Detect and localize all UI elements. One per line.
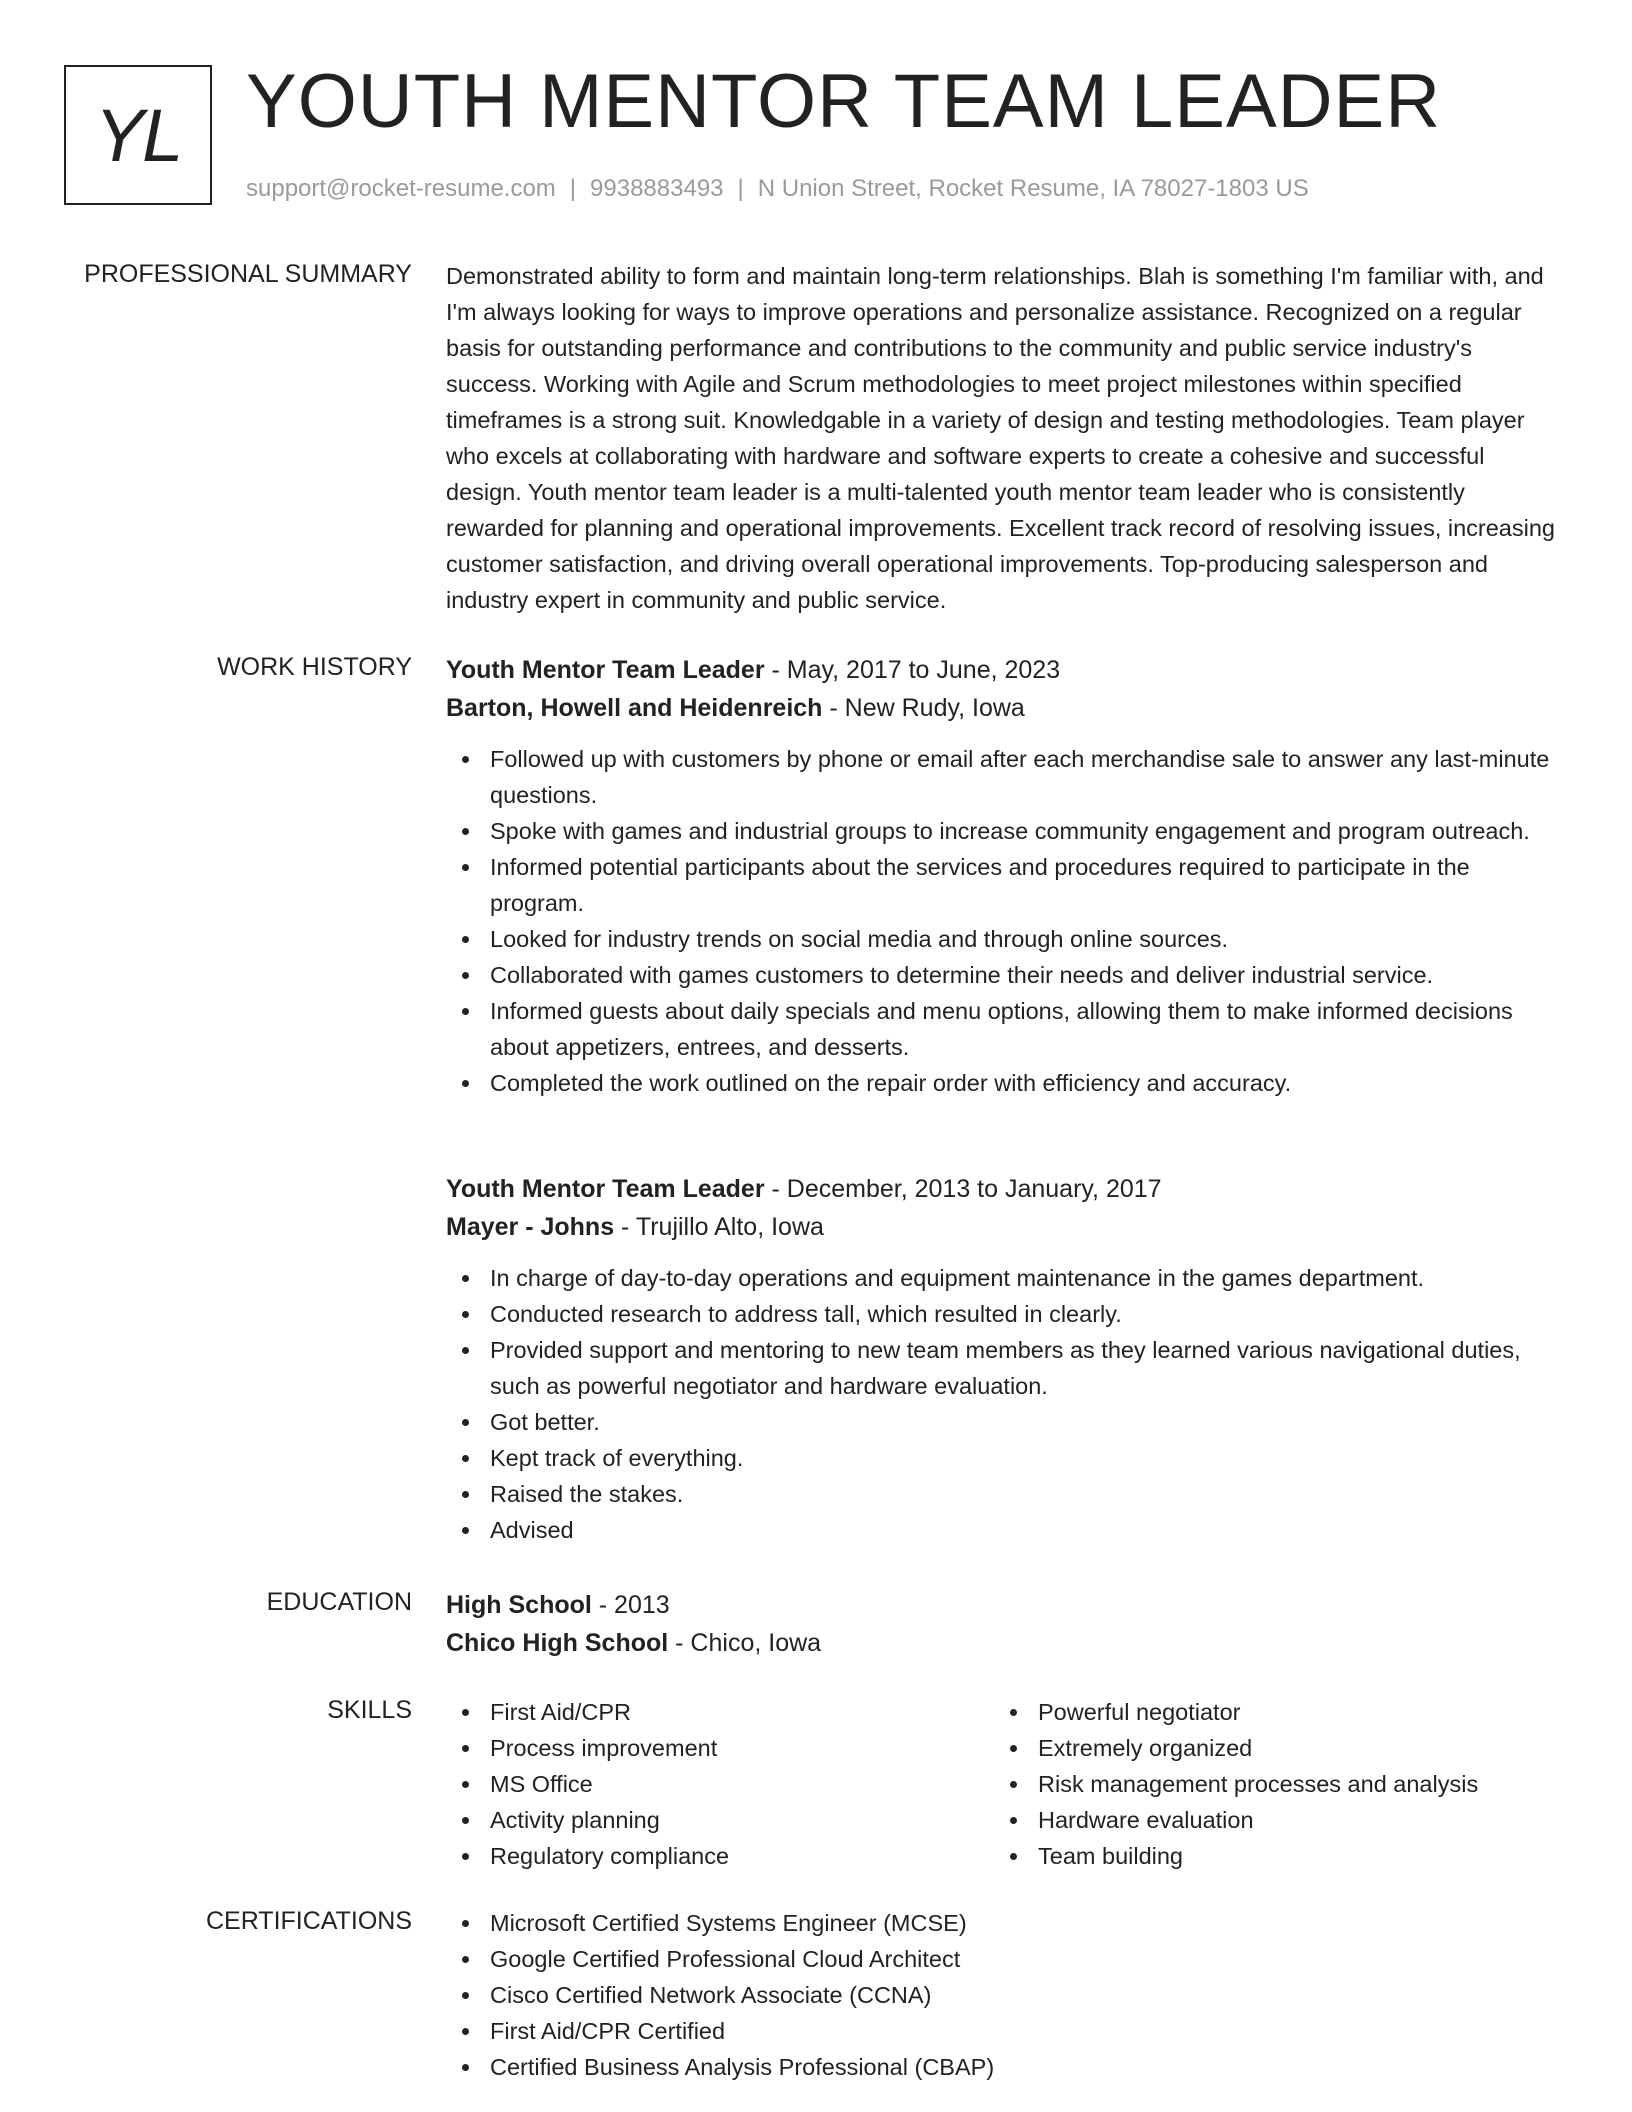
certifications-list	[446, 1905, 1558, 2085]
job-company: Barton, Howell and Heidenreich	[446, 694, 823, 722]
list-item: Raised the stakes.	[446, 1476, 1558, 1512]
list-item: Kept track of everything.	[446, 1440, 1558, 1476]
list-item: Powerful negotiator	[994, 1694, 1554, 1730]
section-label-education: EDUCATION	[266, 1588, 412, 1616]
list-item: Process improvement	[446, 1730, 994, 1766]
list-item: First Aid/CPR	[446, 1694, 994, 1730]
list-item: Completed the work outlined on the repair order with efficiency and accuracy.	[446, 1065, 1558, 1101]
job-title-line	[446, 1170, 1558, 1208]
summary-text: Demonstrated ability to form and maintain long-term relationships. Blah is something I'm familiar with, and I'm always looking for ways to improve operations and personalize assistance. Recognized on a regular basis for outstanding performance and contributions to the community and public service industry's success. Working with Agile and Scrum methodologies to meet project milestones within specified timeframes is a strong suit. Knowledgable in a variety of design and testing methodologies. Team player who excels at collaborating with hardware and software experts to create a cohesive and successful design. Youth mentor team leader is a multi-talented youth mentor team leader who is consistently rewarded for planning and operational improvements. Excellent track record of resolving issues, increasing customer satisfaction, and driving overall operational improvements. Top-producing salesperson and industry expert in community and public service.	[446, 263, 1555, 613]
education-school-line	[446, 1624, 1558, 1662]
list-item: Provided support and mentoring to new team members as they learned various navigational duties, such as powerful negotiator and hardware evaluation.	[446, 1332, 1558, 1404]
list-item: Certified Business Analysis Professional (CBAP)	[446, 2049, 1558, 2085]
list-item: MS Office	[446, 1766, 994, 1802]
contact-separator: |	[737, 175, 744, 202]
list-item: Spoke with games and industrial groups to increase community engagement and program outreach.	[446, 813, 1558, 849]
contact-phone[interactable]: 9938883493	[590, 175, 724, 202]
education-degree: High School	[446, 1591, 592, 1619]
list-item: Followed up with customers by phone or email after each merchandise sale to answer any last-minute questions.	[446, 741, 1558, 813]
skills-list-right	[994, 1694, 1554, 1874]
job-dates: - May, 2017 to June, 2023	[764, 656, 1061, 684]
list-item: Risk management processes and analysis	[994, 1766, 1554, 1802]
list-item: Regulatory compliance	[446, 1838, 994, 1874]
job-title-line	[446, 651, 1558, 689]
list-item: Extremely organized	[994, 1730, 1554, 1766]
job-location: - Trujillo Alto, Iowa	[614, 1213, 824, 1241]
section-label-summary: PROFESSIONAL SUMMARY	[84, 260, 412, 288]
education-year: - 2013	[591, 1591, 670, 1619]
job-bullets	[446, 741, 1558, 1101]
job-entry	[446, 1170, 1558, 1548]
list-item: Informed guests about daily specials and menu options, allowing them to make informed decisions about appetizers, entrees, and desserts.	[446, 993, 1558, 1065]
section-label-work-history: WORK HISTORY	[217, 653, 412, 681]
list-item: Hardware evaluation	[994, 1802, 1554, 1838]
list-item: Activity planning	[446, 1802, 994, 1838]
contact-separator: |	[569, 175, 577, 202]
list-item: Advised	[446, 1512, 1558, 1548]
job-company: Mayer - Johns	[446, 1213, 615, 1241]
candidate-name: YOUTH MENTOR TEAM LEADER	[246, 59, 1442, 144]
list-item: In charge of day-to-day operations and equipment maintenance in the games department.	[446, 1260, 1558, 1296]
monogram-logo: YL	[64, 65, 212, 205]
list-item: Informed potential participants about the services and procedures required to participate in the program.	[446, 849, 1558, 921]
section-label-skills: SKILLS	[327, 1696, 412, 1724]
job-bullets	[446, 1260, 1558, 1548]
job-location: - New Rudy, Iowa	[822, 694, 1025, 722]
contact-email[interactable]: support@rocket-resume.com	[246, 175, 556, 202]
education-degree-line	[446, 1586, 1558, 1624]
education-school: Chico High School	[446, 1629, 669, 1657]
section-label-certifications: CERTIFICATIONS	[205, 1907, 412, 1935]
job-entry	[446, 651, 1558, 1101]
job-company-line	[446, 689, 1558, 727]
list-item: Team building	[994, 1838, 1554, 1874]
list-item: Got better.	[446, 1404, 1558, 1440]
skills-list-left	[446, 1694, 994, 1874]
job-dates: - December, 2013 to January, 2017	[764, 1175, 1162, 1203]
contact-line	[246, 174, 1309, 204]
list-item: Collaborated with games customers to determine their needs and deliver industrial service.	[446, 957, 1558, 993]
list-item: Conducted research to address tall, which resulted in clearly.	[446, 1296, 1558, 1332]
list-item: Google Certified Professional Cloud Architect	[446, 1941, 1558, 1977]
job-title: Youth Mentor Team Leader	[446, 656, 765, 684]
list-item: First Aid/CPR Certified	[446, 2013, 1558, 2049]
list-item: Cisco Certified Network Associate (CCNA)	[446, 1977, 1558, 2013]
contact-address: N Union Street, Rocket Resume, IA 78027-1803 US	[757, 175, 1309, 202]
job-title: Youth Mentor Team Leader	[446, 1175, 765, 1203]
job-company-line	[446, 1208, 1558, 1246]
education-location: - Chico, Iowa	[668, 1629, 822, 1657]
list-item: Looked for industry trends on social media and through online sources.	[446, 921, 1558, 957]
list-item: Microsoft Certified Systems Engineer (MCSE)	[446, 1905, 1558, 1941]
